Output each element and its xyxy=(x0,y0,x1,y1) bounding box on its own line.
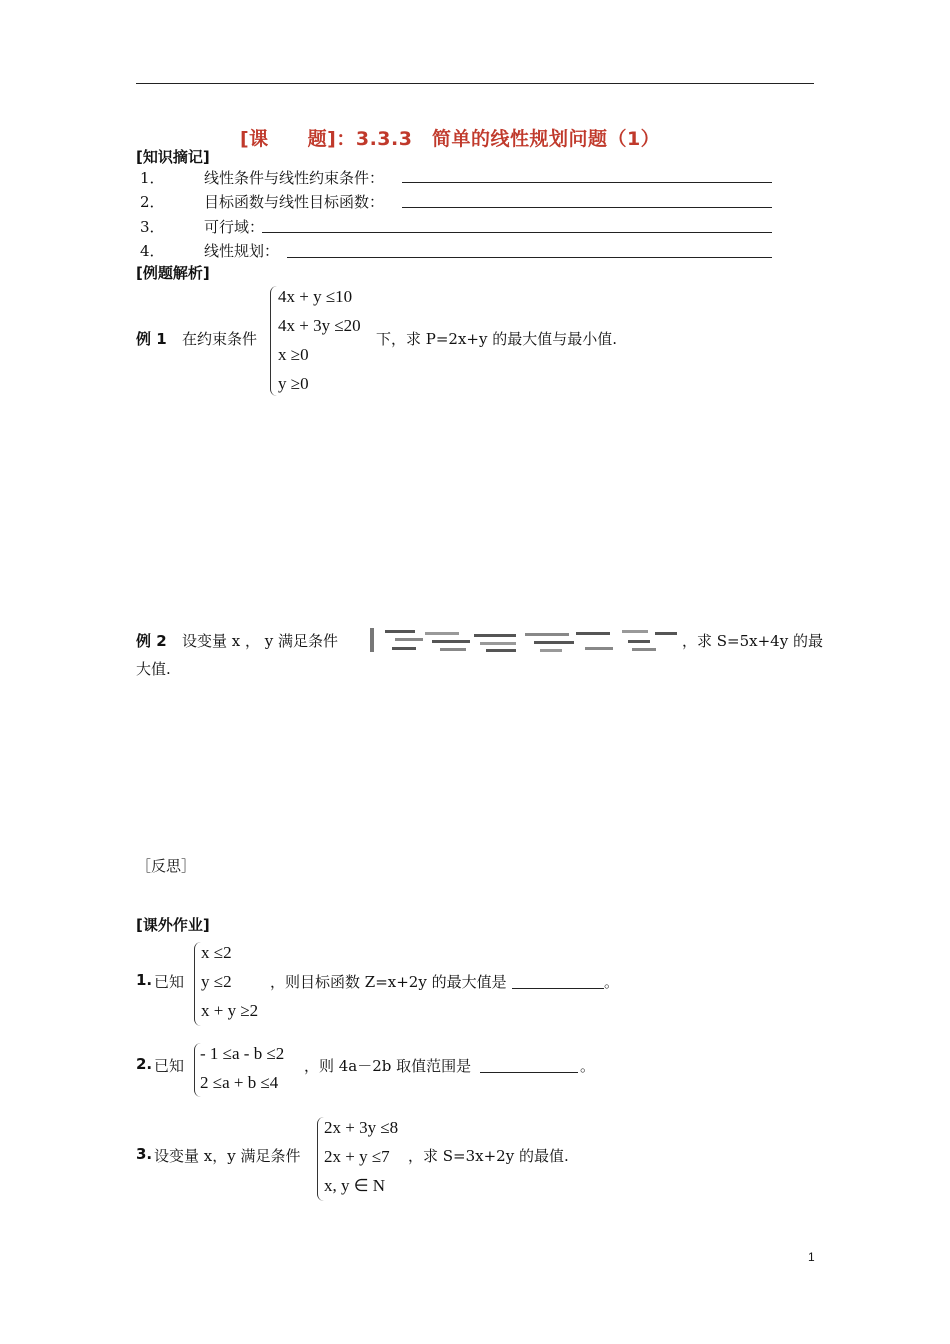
constraint: 4x + y ≤10 xyxy=(278,287,353,306)
constraint: 2x + 3y ≤8 xyxy=(324,1118,399,1137)
example-2-label: 例 2 xyxy=(136,632,167,650)
knowledge-item-number: 1． xyxy=(140,169,165,187)
knowledge-item-text: 线性条件与线性约束条件： xyxy=(204,169,385,187)
constraint: y ≥0 xyxy=(278,374,309,393)
knowledge-item-text: 线性规划： xyxy=(204,242,280,260)
answer-blank[interactable] xyxy=(512,988,604,989)
example-1-question: 下，求 P=2x+y 的最大值与最小值. xyxy=(376,330,618,348)
answer-line[interactable] xyxy=(262,232,772,233)
homework-1-question: ，则目标函数 Z=x+2y 的最大值是 xyxy=(270,973,507,991)
answer-line[interactable] xyxy=(287,257,772,258)
examples-heading: [例题解析] xyxy=(136,264,210,282)
constraint: x ≥0 xyxy=(278,345,309,364)
homework-1-lead: 已知 xyxy=(154,973,185,991)
answer-line[interactable] xyxy=(402,182,772,183)
constraint: 2x + y ≤7 xyxy=(324,1147,390,1166)
constraint: y ≤2 xyxy=(201,972,232,991)
knowledge-item-number: 4． xyxy=(140,242,165,260)
knowledge-heading: [知识摘记] xyxy=(136,148,210,166)
homework-1-number: 1. xyxy=(136,971,153,989)
homework-3-lead: 设变量 x，y 满足条件 xyxy=(154,1147,301,1165)
header-rule xyxy=(136,83,814,84)
constraint: x ≤2 xyxy=(201,943,232,962)
example-1-label: 例 1 xyxy=(136,330,167,348)
homework-3-number: 3. xyxy=(136,1145,153,1163)
constraint-brace xyxy=(317,1117,324,1201)
homework-3-question: ，求 S=3x+2y 的最值. xyxy=(408,1147,569,1165)
constraint-brace xyxy=(270,286,277,396)
example-2-lead: 设变量 x ， y 满足条件 xyxy=(182,632,339,650)
homework-2-lead: 已知 xyxy=(154,1057,185,1075)
lesson-title: [课 题]：3.3.3 简单的线性规划问题（1） xyxy=(240,128,661,150)
answer-line[interactable] xyxy=(402,207,772,208)
knowledge-item-text: 目标函数与线性目标函数： xyxy=(204,193,385,211)
constraint: 4x + 3y ≤20 xyxy=(278,316,361,335)
knowledge-item-number: 2． xyxy=(140,193,165,211)
example-2-question: ，求 S=5x+4y 的最 xyxy=(682,632,823,650)
homework-2-question: ，则 4a－2b 取值范围是 xyxy=(304,1057,472,1075)
knowledge-item-text: 可行域： xyxy=(204,218,265,236)
constraint: 2 ≤a + b ≤4 xyxy=(200,1073,279,1092)
homework-heading: [课外作业] xyxy=(136,916,210,934)
constraint: - 1 ≤a - b ≤2 xyxy=(200,1044,285,1063)
homework-2-number: 2. xyxy=(136,1055,153,1073)
constraint-brace xyxy=(194,942,201,1026)
constraint: x, y ∈ N xyxy=(324,1176,386,1195)
knowledge-item-number: 3． xyxy=(140,218,165,236)
homework-1-end: 。 xyxy=(604,973,620,991)
homework-2-end: 。 xyxy=(580,1057,596,1075)
example-1-lead: 在约束条件 xyxy=(182,330,258,348)
constraint: x + y ≥2 xyxy=(201,1001,259,1020)
page-number: 1 xyxy=(808,1250,815,1264)
reflection-heading: ［反思］ xyxy=(136,857,197,875)
example-2-question-cont: 大值. xyxy=(136,660,171,678)
answer-blank[interactable] xyxy=(480,1072,578,1073)
